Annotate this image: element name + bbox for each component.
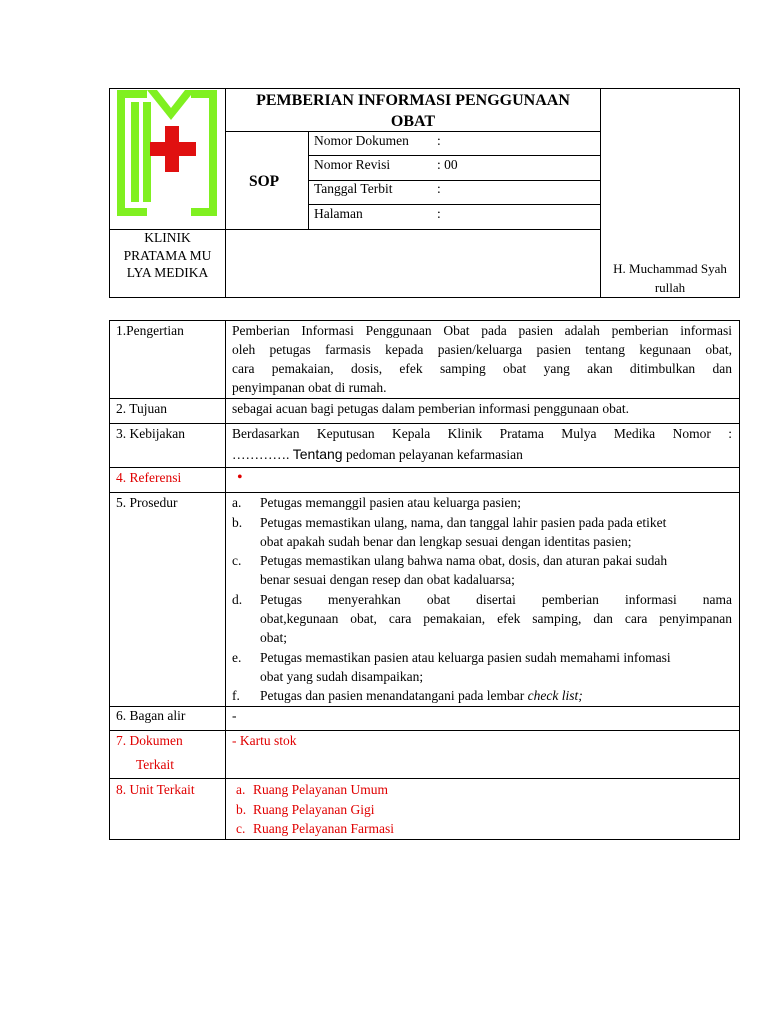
prosedur-line: obat,kegunaan obat, cara pemakaian, efek samping, dan cara penyimpanan — [260, 611, 732, 626]
label-referensi: 4. Referensi — [116, 470, 182, 485]
bagan-alir-text: - — [232, 708, 237, 723]
prosedur-line: obat yang sudah disampaikan; — [260, 669, 424, 684]
kebijakan-tentang: Tentang — [292, 446, 343, 462]
field-nomor-dokumen-value: : — [437, 133, 441, 148]
clinic-name-line-3: LYA MEDIKA — [126, 265, 209, 280]
tujuan-text: sebagai acuan bagi petugas dalam pemberian informasi penggunaan obat. — [232, 401, 629, 416]
prosedur-marker: a. — [232, 495, 242, 510]
label-bagan-alir: 6. Bagan alir — [116, 708, 186, 723]
unit-item: Ruang Pelayanan Farmasi — [253, 821, 394, 836]
kebijakan-rest: pedoman pelayanan kefarmasian — [342, 447, 523, 462]
unit-item: Ruang Pelayanan Gigi — [253, 802, 375, 817]
pengertian-line: oleh petugas farmasis kepada pasien/keluarga pasien tentang kegunaan obat, — [232, 342, 732, 357]
pengertian-line: cara pemakaian, dosis, efek samping obat yang akan ditimbulkan dan — [232, 361, 732, 376]
signatory-name — [601, 259, 739, 297]
prosedur-line: obat apakah sudah benar dan lengkap sesuai dengan identitas pasien; — [260, 534, 632, 549]
prosedur-line: obat; — [260, 630, 287, 645]
label-kebijakan: 3. Kebijakan — [116, 426, 185, 441]
prosedur-line: Petugas memanggil pasien atau keluarga pasien; — [260, 495, 522, 510]
title-line-1: PEMBERIAN INFORMASI PENGGUNAAN — [256, 92, 570, 109]
kebijakan-dots: …………. — [232, 447, 293, 462]
prosedur-marker: c. — [232, 553, 242, 568]
label-tujuan: 2. Tujuan — [116, 401, 168, 416]
prosedur-line-f — [260, 686, 583, 706]
unit-marker: b. — [236, 802, 247, 817]
prosedur-marker: e. — [232, 650, 242, 665]
sop-label: SOP — [249, 173, 280, 190]
pengertian-line: penyimpanan obat di rumah. — [232, 380, 387, 395]
kebijakan-line-1: Berdasarkan Keputusan Kepala Klinik Pratama Mulya Medika Nomor : — [232, 426, 732, 441]
unit-item: Ruang Pelayanan Umum — [253, 782, 388, 797]
clinic-name-line-1: KLINIK — [144, 230, 191, 245]
prosedur-marker: d. — [232, 592, 243, 607]
prosedur-line: Petugas memastikan ulang, nama, dan tanggal lahir pasien pada pada etiket — [260, 515, 667, 530]
signatory-line-1: H. Muchammad Syah — [613, 261, 727, 276]
label-unit-terkait: 8. Unit Terkait — [116, 782, 195, 797]
unit-marker: c. — [236, 821, 246, 836]
kebijakan-line-2 — [232, 445, 523, 465]
prosedur-f-text: Petugas dan pasien menandatangani pada lembar — [260, 688, 528, 703]
prosedur-line: Petugas memastikan pasien atau keluarga pasien sudah memahami infomasi — [260, 650, 671, 665]
clinic-name-line-2: PRATAMA MU — [123, 247, 212, 263]
prosedur-line: Petugas menyerahkan obat disertai pemberian informasi nama — [260, 592, 732, 607]
title-line-2: OBAT — [390, 113, 436, 130]
label-dokumen-terkait-1: 7. Dokumen — [116, 733, 183, 748]
field-nomor-dokumen-label: Nomor Dokumen — [314, 133, 409, 148]
prosedur-line: benar sesuai dengan resep dan obat kadaluarsa; — [260, 572, 515, 587]
label-pengertian: 1.Pengertian — [116, 323, 184, 338]
label-dokumen-terkait-2: Terkait — [136, 757, 175, 772]
prosedur-line: Petugas memastikan ulang bahwa nama obat, dosis, dan aturan pakai sudah — [260, 553, 668, 568]
document-title — [226, 90, 600, 132]
label-prosedur: 5. Prosedur — [116, 495, 178, 510]
pengertian-line: Pemberian Informasi Penggunaan Obat pada pasien adalah pemberian informasi — [232, 323, 732, 338]
check-list-term: check list; — [527, 688, 583, 703]
field-halaman-value: : — [437, 206, 441, 221]
unit-marker: a. — [236, 782, 246, 797]
prosedur-marker: f. — [232, 688, 240, 703]
dokumen-terkait-text: - Kartu stok — [232, 733, 297, 748]
field-nomor-revisi-value: : 00 — [437, 157, 458, 172]
clinic-logo — [115, 88, 221, 220]
prosedur-marker: b. — [232, 515, 243, 530]
field-nomor-revisi-label: Nomor Revisi — [314, 157, 391, 172]
referensi-bullet: • — [237, 469, 243, 486]
field-tanggal-terbit-value: : — [437, 181, 441, 196]
clinic-name — [110, 229, 225, 282]
field-tanggal-terbit-label: Tanggal Terbit — [314, 181, 393, 196]
field-halaman-label: Halaman — [314, 206, 363, 221]
signatory-line-2: rullah — [654, 280, 686, 295]
